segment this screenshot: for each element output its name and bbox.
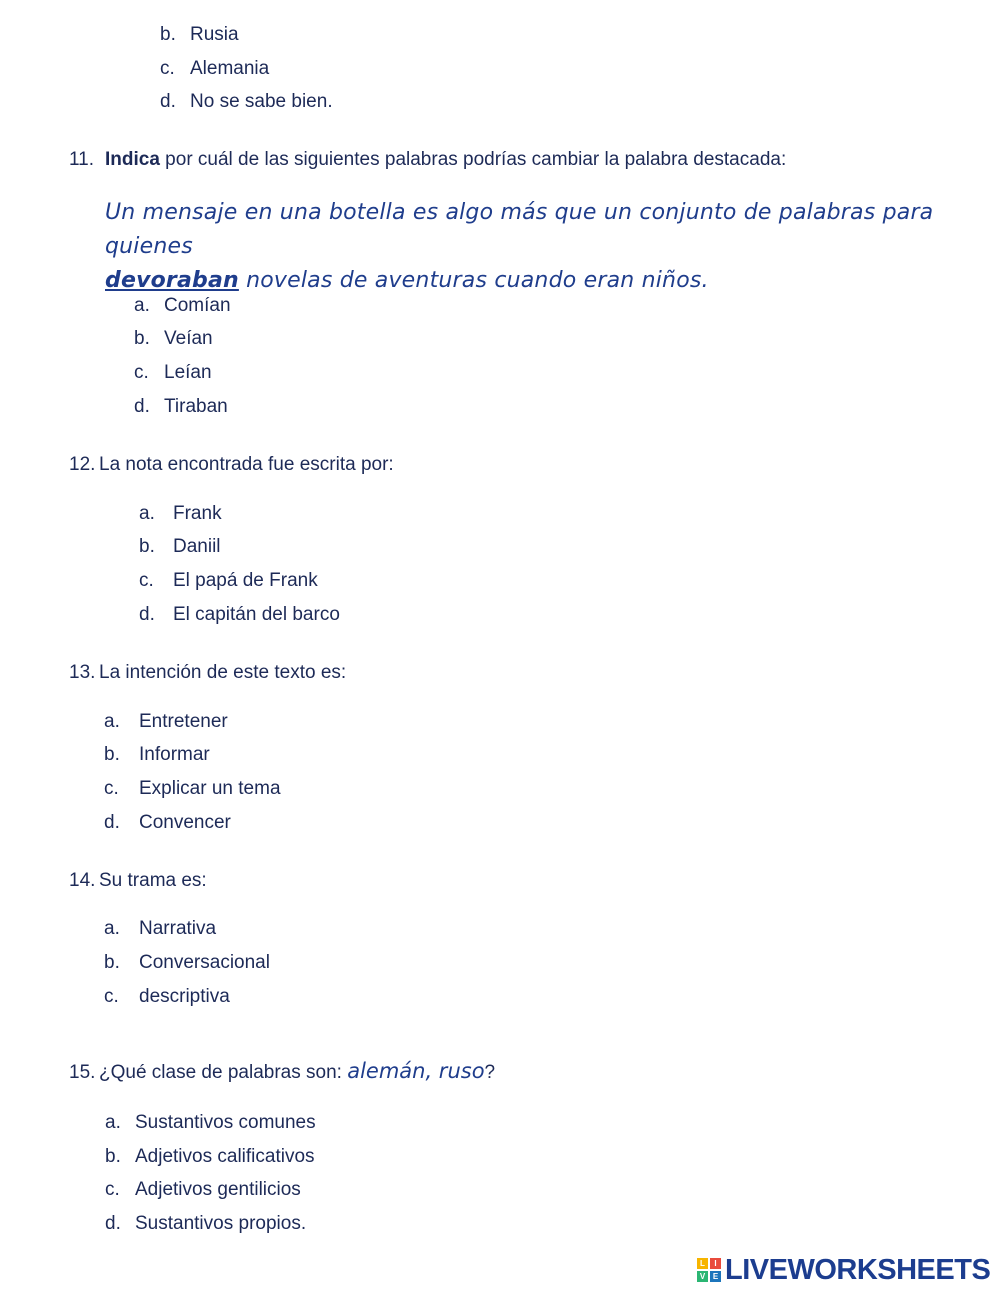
option-letter: b. [104,952,120,973]
option-letter: a. [104,918,120,939]
option-letter: d. [139,604,155,625]
list-item [160,58,269,80]
list-item [105,1146,315,1168]
option-letter: c. [139,570,154,591]
liveworksheets-logo [697,1254,990,1286]
logo-letter-i: I [710,1258,721,1269]
option-text: Conversacional [139,952,270,973]
question-number: 14. [69,870,96,891]
question-text-end: ? [484,1062,496,1083]
question-bold-word: Indica [105,149,160,170]
option-letter: a. [104,711,120,732]
list-item [104,744,210,766]
question-14 [69,870,207,892]
option-letter: b. [139,536,155,557]
question-13 [69,662,346,684]
question-number: 13. [69,662,96,683]
list-item [105,1179,301,1201]
option-letter: b. [105,1146,121,1167]
option-text: Veían [164,328,213,349]
list-item [104,778,281,800]
option-text: Convencer [139,812,231,833]
option-text: Entretener [139,711,228,732]
option-letter: c. [105,1179,120,1200]
list-item [134,328,213,350]
option-text: Comían [164,295,231,316]
option-text: Rusia [190,24,239,45]
option-letter: a. [105,1112,121,1133]
option-text: Sustantivos propios. [135,1213,307,1234]
option-letter: d. [105,1213,121,1234]
option-text: Informar [139,744,210,765]
list-item [104,952,270,974]
question-text: La intención de este texto es: [99,662,347,683]
list-item [104,711,228,733]
question-number: 11. [69,149,95,170]
logo-letter-l: L [697,1258,708,1269]
highlighted-word: devoraban [105,268,239,293]
logo-letter-e: E [710,1271,721,1282]
logo-letter-v: V [697,1271,708,1282]
question-number: 12. [69,454,96,475]
option-letter: c. [134,362,149,383]
logo-text: LIVEWORKSHEETS [725,1253,991,1286]
option-text: Narrativa [139,918,217,939]
option-text: Tiraban [164,396,228,417]
option-text: Frank [173,503,222,524]
list-item [134,396,228,418]
question-text: Su trama es: [99,870,207,891]
option-letter: b. [160,24,176,45]
option-letter: c. [104,778,119,799]
question-number: 15. [69,1062,96,1083]
option-letter: a. [139,503,155,524]
option-letter: a. [134,295,150,316]
option-text: El papá de Frank [173,570,318,591]
question-text: ¿Qué clase de palabras son: [99,1062,348,1083]
option-letter: d. [134,396,150,417]
list-item [105,1213,306,1235]
question-15 [69,1058,495,1086]
option-text: Explicar un tema [139,778,281,799]
option-text: Adjetivos gentilicios [135,1179,301,1200]
option-text: Sustantivos comunes [135,1112,316,1133]
list-item [104,918,216,940]
option-text: No se sabe bien. [190,91,333,112]
list-item [104,812,231,834]
option-text: descriptiva [139,986,230,1007]
logo-mark-icon [697,1258,721,1282]
option-letter: d. [160,91,176,112]
question-text: por cuál de las siguientes palabras podrías cambiar la palabra destacada: [159,149,787,170]
option-letter: c. [160,58,175,79]
highlighted-quote [105,196,965,298]
option-text: Alemania [190,58,270,79]
option-letter: b. [134,328,150,349]
list-item [105,1112,316,1134]
quote-line-1: Un mensaje en una botella es algo más que un conjunto de palabras para quienes [105,200,934,259]
option-text: Daniil [173,536,221,557]
question-italic-words: alemán, ruso [347,1059,485,1083]
question-12 [69,454,394,476]
question-11 [69,149,786,171]
list-item [160,91,333,113]
list-item [134,295,231,317]
list-item [160,24,239,46]
list-item [139,503,222,525]
option-letter: b. [104,744,120,765]
question-text: La nota encontrada fue escrita por: [99,454,394,475]
list-item [139,536,221,558]
option-text: El capitán del barco [173,604,340,625]
option-letter: c. [104,986,119,1007]
list-item [104,986,230,1008]
option-text: Leían [164,362,212,383]
list-item [139,570,318,592]
quote-line-2 [105,264,965,298]
quote-line-2-rest: novelas de aventuras cuando eran niños. [238,268,709,293]
option-text: Adjetivos calificativos [135,1146,315,1167]
list-item [139,604,340,626]
list-item [134,362,212,384]
option-letter: d. [104,812,120,833]
